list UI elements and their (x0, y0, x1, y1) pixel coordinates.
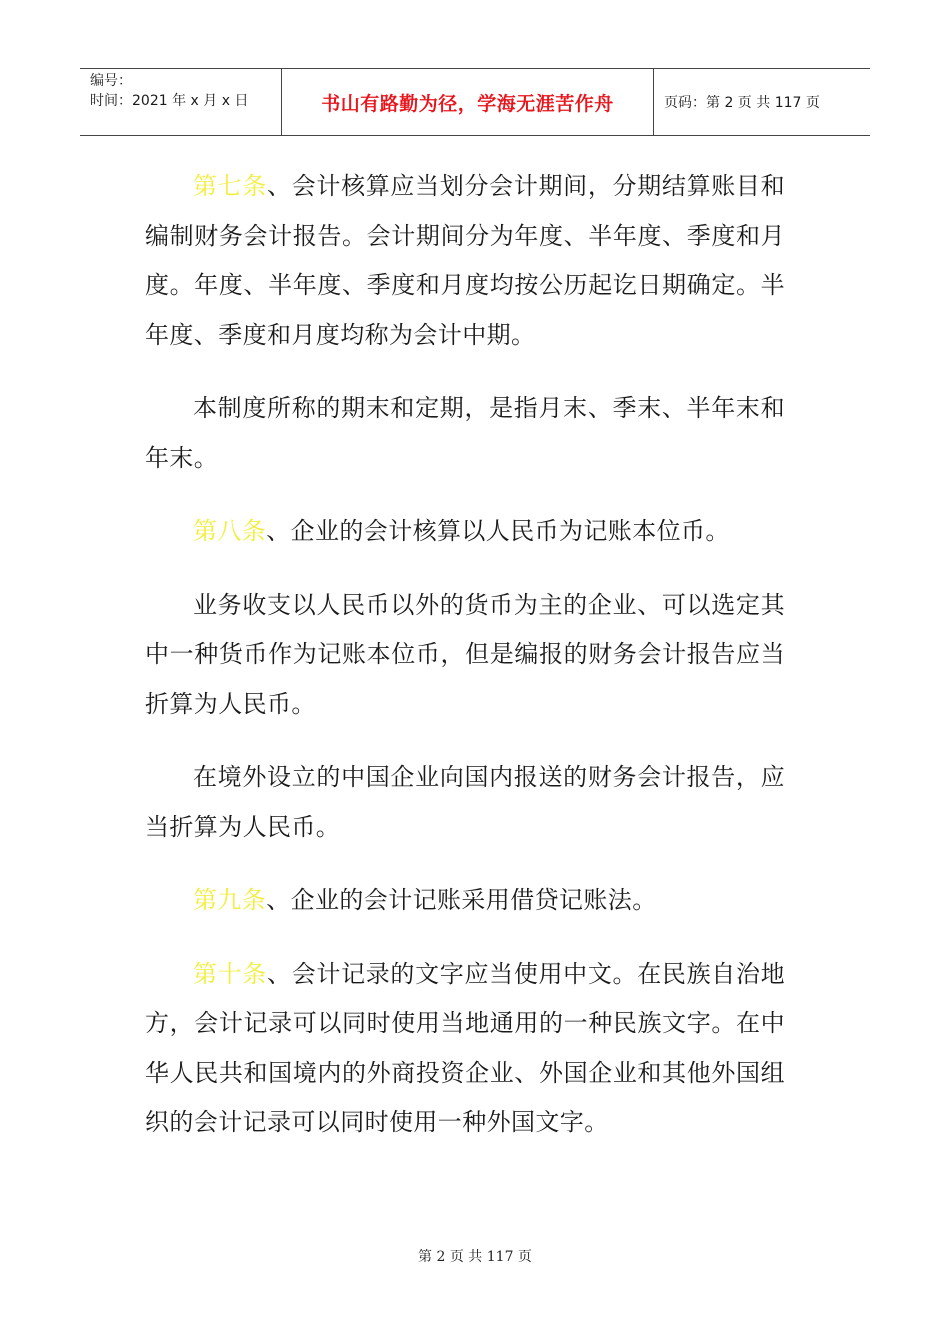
paragraph-text: 本制度所称的期末和定期，是指月末、季末、半年末和年末。 (145, 394, 785, 472)
paragraph (145, 876, 785, 926)
header-meta (80, 69, 282, 135)
paragraph-text: 、企业的会计记账采用借贷记账法。 (266, 886, 657, 914)
header-motto-cell (282, 69, 654, 135)
time-label: 时间：2021 年 x 月 x 日 (90, 93, 249, 109)
paragraph (145, 507, 785, 557)
header-page-info (654, 69, 870, 135)
paragraph (145, 753, 785, 852)
document-body (145, 162, 785, 1172)
paragraph (145, 162, 785, 360)
paragraph (145, 384, 785, 483)
article-number: 第八条 (193, 517, 267, 545)
footer-page-number: 第 2 页 共 117 页 (418, 1249, 532, 1265)
paragraph (145, 950, 785, 1148)
page-header (80, 68, 870, 136)
paragraph-text: 、企业的会计核算以人民币为记账本位币。 (266, 517, 730, 545)
page-info: 页码：第 2 页 共 117 页 (664, 95, 820, 111)
paragraph-text: 业务收支以人民币以外的货币为主的企业、可以选定其中一种货币作为记账本位币，但是编报的财务会计报告应当折算为人民币。 (145, 590, 785, 718)
article-number: 第七条 (193, 172, 268, 200)
article-number: 第九条 (193, 886, 267, 914)
page-footer (0, 1246, 950, 1266)
paragraph-text: 、会计记录的文字应当使用中文。在民族自治地方，会计记录可以同时使用当地通用的一种民族文字。在中华人民共和国境内的外商投资企业、外国企业和其他外国组织的会计记录可以同时使用一种外国文字。 (145, 959, 786, 1136)
serial-label: 编号： (90, 73, 132, 89)
paragraph (145, 581, 785, 730)
article-number: 第十条 (193, 959, 268, 988)
paragraph-text: 在境外设立的中国企业向国内报送的财务会计报告，应当折算为人民币。 (145, 763, 785, 841)
motto: 书山有路勤为径，学海无涯苦作舟 (321, 92, 614, 115)
paragraph-text: 、会计核算应当划分会计期间，分期结算账目和编制财务会计报告。会计期间分为年度、半年度、季度和月度。年度、半年度、季度和月度均按公历起讫日期确定。半年度、季度和月度均称为会计中期。 (145, 172, 786, 349)
